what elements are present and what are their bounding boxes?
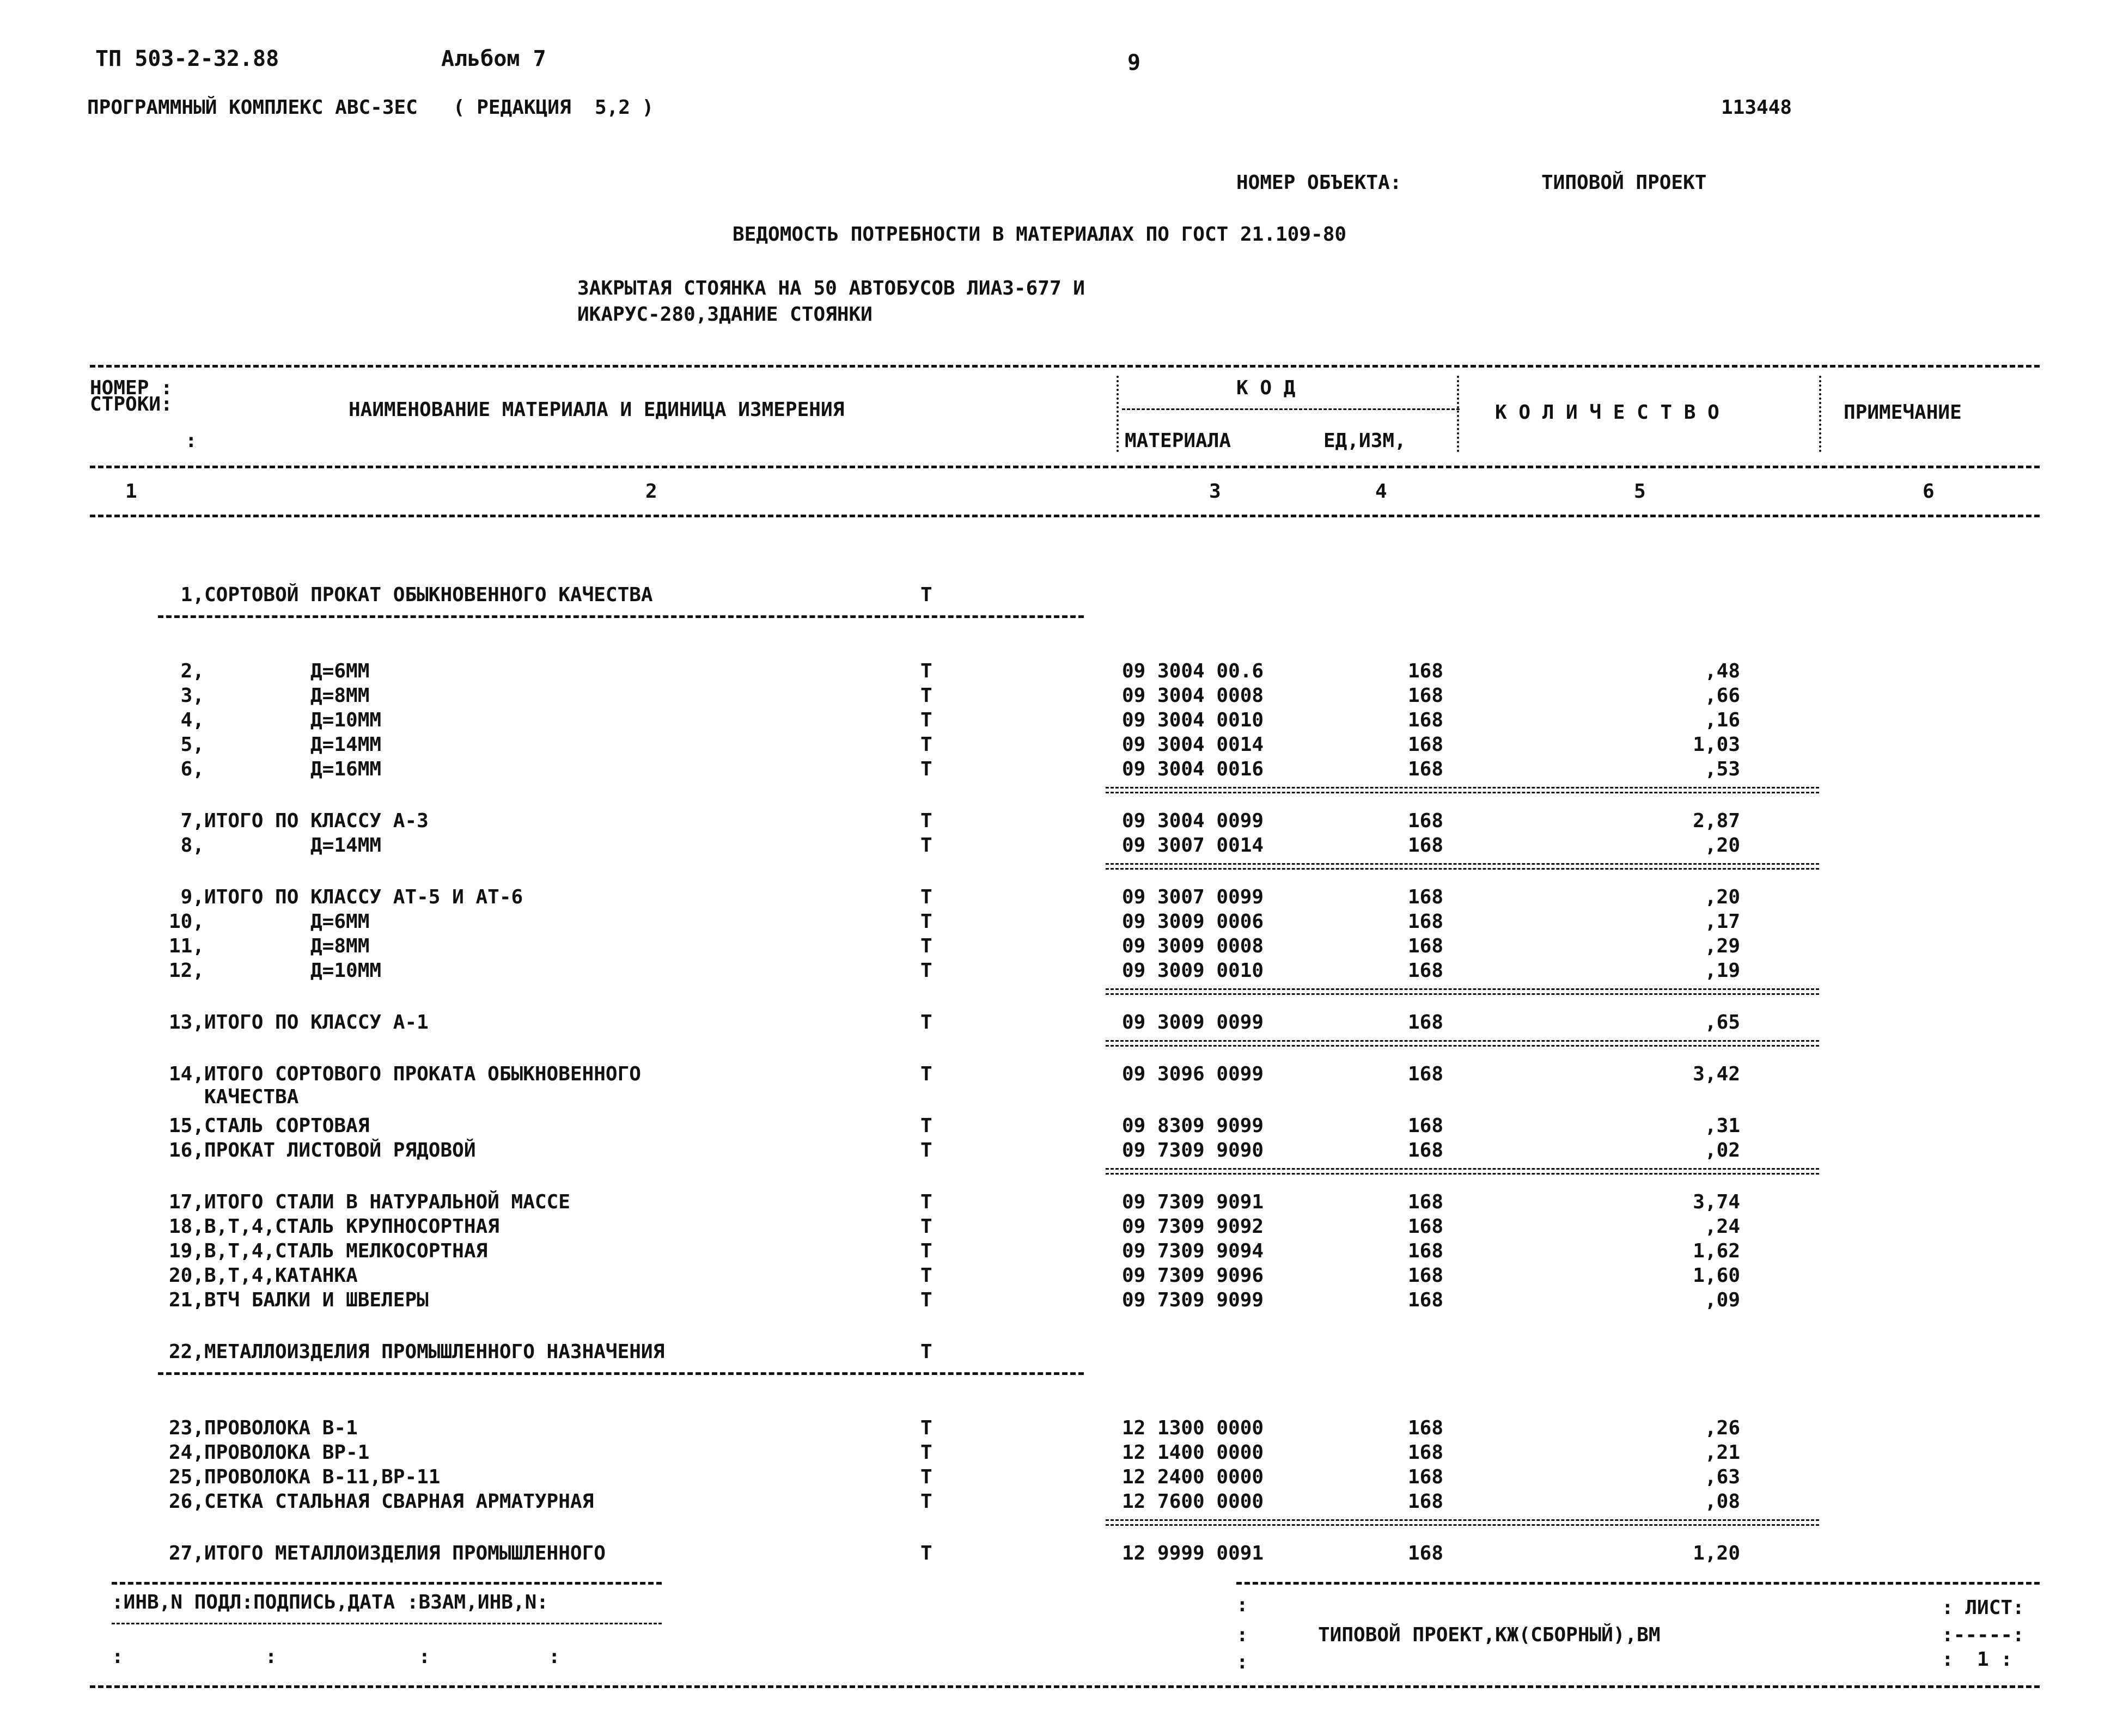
sheet-label: : ЛИСТ:: [1942, 1597, 2024, 1619]
material-name: Д=6ММ: [310, 660, 370, 682]
quantity-value: ,31: [1704, 1115, 1740, 1137]
header-code-unit: ЕД,ИЗМ,: [1323, 430, 1406, 452]
row-number: 17,: [168, 1191, 204, 1213]
subtotal-rule: [1106, 988, 1819, 995]
row-number: 25,: [168, 1466, 204, 1488]
unit-of-measure: Т: [920, 1115, 932, 1137]
row-number: 22,: [168, 1341, 204, 1363]
row-number: 13,: [168, 1011, 204, 1034]
document-subtitle-2: ИКАРУС-280,ЗДАНИЕ СТОЯНКИ: [577, 303, 873, 326]
header-separator: [1457, 376, 1459, 452]
album-label: Альбом 7: [441, 46, 546, 71]
unit-code: 168: [1408, 709, 1444, 731]
header-row-no-2: СТРОКИ:: [90, 393, 173, 415]
header-row-no-3: :: [185, 430, 197, 452]
quantity-value: ,24: [1704, 1215, 1740, 1238]
unit-of-measure: Т: [920, 709, 932, 731]
unit-code: 168: [1408, 1417, 1444, 1439]
page-number: 9: [1127, 50, 1141, 75]
unit-of-measure: Т: [920, 1191, 932, 1213]
header-code-divider: [1122, 408, 1460, 410]
material-name: В,Т,4,КАТАНКА: [204, 1264, 358, 1287]
material-name-continued: КАЧЕСТВА: [204, 1086, 299, 1108]
header-note-column: ПРИМЕЧАНИЕ: [1844, 401, 1962, 424]
header-bottom-rule: [90, 515, 2040, 517]
row-number: 8,: [180, 834, 204, 857]
material-code: 09 7309 9099: [1122, 1289, 1264, 1311]
unit-of-measure: Т: [920, 684, 932, 707]
unit-of-measure: Т: [920, 1063, 932, 1085]
quantity-value: ,29: [1704, 935, 1740, 957]
material-code: 09 7309 9094: [1122, 1240, 1264, 1262]
section-underline: [158, 615, 1084, 618]
quantity-value: ,20: [1704, 834, 1740, 857]
column-number-2: 2: [645, 480, 657, 503]
subtotal-rule: [1106, 787, 1819, 793]
unit-of-measure: Т: [920, 834, 932, 857]
quantity-value: ,26: [1704, 1417, 1740, 1439]
row-number: 12,: [168, 959, 204, 982]
row-number: 9,: [180, 886, 204, 908]
unit-code: 168: [1408, 935, 1444, 957]
unit-code: 168: [1408, 660, 1444, 682]
quantity-value: ,53: [1704, 758, 1740, 780]
unit-of-measure: Т: [920, 733, 932, 756]
material-name: МЕТАЛЛОИЗДЕЛИЯ ПРОМЫШЛЕННОГО НАЗНАЧЕНИЯ: [204, 1341, 665, 1363]
row-number: 26,: [168, 1490, 204, 1513]
column-number-1: 1: [125, 480, 137, 503]
column-number-6: 6: [1923, 480, 1935, 503]
unit-of-measure: Т: [920, 1417, 932, 1439]
material-name: В,Т,4,СТАЛЬ КРУПНОСОРТНАЯ: [204, 1215, 499, 1238]
unit-of-measure: Т: [920, 1542, 932, 1564]
quantity-value: ,17: [1704, 910, 1740, 933]
material-name: Д=14ММ: [310, 733, 382, 756]
unit-of-measure: Т: [920, 1441, 932, 1464]
unit-of-measure: Т: [920, 1466, 932, 1488]
material-name: Д=10ММ: [310, 709, 382, 731]
unit-of-measure: Т: [920, 660, 932, 682]
unit-code: 168: [1408, 1115, 1444, 1137]
row-number: 1,: [180, 584, 204, 606]
material-code: 12 9999 0091: [1122, 1542, 1264, 1564]
material-name: СЕТКА СТАЛЬНАЯ СВАРНАЯ АРМАТУРНАЯ: [204, 1490, 594, 1513]
unit-code: 168: [1408, 1466, 1444, 1488]
material-code: 09 3096 0099: [1122, 1063, 1264, 1085]
material-name: Д=8ММ: [310, 684, 370, 707]
material-code: 09 3004 0014: [1122, 733, 1264, 756]
material-name: ПРОКАТ ЛИСТОВОЙ РЯДОВОЙ: [204, 1139, 476, 1162]
unit-code: 168: [1408, 1240, 1444, 1262]
quantity-value: ,08: [1704, 1490, 1740, 1513]
material-name: ПРОВОЛОКА ВР-1: [204, 1441, 370, 1464]
unit-code: 168: [1408, 1011, 1444, 1034]
row-number: 4,: [180, 709, 204, 731]
sheet-title-frame: :: [1236, 1594, 1248, 1616]
material-name: ИТОГО ПО КЛАССУ А-1: [204, 1011, 429, 1034]
corner-code: 113448: [1721, 96, 1792, 119]
unit-code: 168: [1408, 1289, 1444, 1311]
row-number: 20,: [168, 1264, 204, 1287]
unit-code: 168: [1408, 758, 1444, 780]
material-code: 09 8309 9099: [1122, 1115, 1264, 1137]
material-name: В,Т,4,СТАЛЬ МЕЛКОСОРТНАЯ: [204, 1240, 488, 1262]
material-name: Д=8ММ: [310, 935, 370, 957]
material-code: 09 3009 0099: [1122, 1011, 1264, 1034]
row-number: 18,: [168, 1215, 204, 1238]
unit-code: 168: [1408, 1264, 1444, 1287]
stamp-labels: :ИНВ,N ПОДЛ:ПОДПИСЬ,ДАТА :ВЗАМ,ИНВ,N:: [112, 1591, 548, 1613]
row-number: 24,: [168, 1441, 204, 1464]
row-number: 6,: [180, 758, 204, 780]
unit-of-measure: Т: [920, 810, 932, 832]
column-number-5: 5: [1634, 480, 1646, 503]
subtotal-rule: [1106, 1519, 1819, 1526]
document-subtitle-1: ЗАКРЫТАЯ СТОЯНКА НА 50 АВТОБУСОВ ЛИАЗ-677 И: [577, 277, 1085, 299]
unit-of-measure: Т: [920, 758, 932, 780]
sheet-number: : 1 :: [1942, 1648, 2013, 1671]
material-name: ПРОВОЛОКА В-1: [204, 1417, 358, 1439]
unit-code: 168: [1408, 1215, 1444, 1238]
unit-code: 168: [1408, 1441, 1444, 1464]
unit-code: 168: [1408, 733, 1444, 756]
row-number: 2,: [180, 660, 204, 682]
quantity-value: ,63: [1704, 1466, 1740, 1488]
unit-code: 168: [1408, 810, 1444, 832]
unit-of-measure: Т: [920, 1289, 932, 1311]
material-code: 09 7309 9090: [1122, 1139, 1264, 1162]
quantity-value: 3,42: [1693, 1063, 1740, 1085]
material-code: 09 3009 0008: [1122, 935, 1264, 957]
subtotal-rule: [1106, 1040, 1819, 1047]
row-number: 21,: [168, 1289, 204, 1311]
quantity-value: 1,03: [1693, 733, 1740, 756]
unit-of-measure: Т: [920, 1240, 932, 1262]
row-number: 14,: [168, 1063, 204, 1085]
sheet-title-frame: :: [1236, 1651, 1248, 1673]
unit-of-measure: Т: [920, 1011, 932, 1034]
material-name: Д=16ММ: [310, 758, 382, 780]
row-number: 23,: [168, 1417, 204, 1439]
header-separator: [1117, 376, 1119, 452]
quantity-value: 3,74: [1693, 1191, 1740, 1213]
quantity-value: 1,20: [1693, 1542, 1740, 1564]
row-number: 15,: [168, 1115, 204, 1137]
row-number: 5,: [180, 733, 204, 756]
quantity-value: 1,62: [1693, 1240, 1740, 1262]
doc-code: ТП 503-2-32.88: [95, 46, 279, 71]
header-code-material: МАТЕРИАЛА: [1125, 430, 1231, 452]
subtotal-rule: [1106, 1168, 1819, 1175]
quantity-value: ,19: [1704, 959, 1740, 982]
sheet-label-divider: :-----:: [1942, 1624, 2024, 1646]
unit-of-measure: Т: [920, 886, 932, 908]
material-code: 09 3004 0016: [1122, 758, 1264, 780]
unit-code: 168: [1408, 910, 1444, 933]
material-code: 09 3009 0006: [1122, 910, 1264, 933]
material-name: СОРТОВОЙ ПРОКАТ ОБЫКНОВЕННОГО КАЧЕСТВА: [204, 584, 653, 606]
unit-code: 168: [1408, 1191, 1444, 1213]
material-code: 09 3004 00.6: [1122, 660, 1264, 682]
unit-of-measure: Т: [920, 910, 932, 933]
quantity-value: ,09: [1704, 1289, 1740, 1311]
quantity-value: 1,60: [1693, 1264, 1740, 1287]
sheet-title: ТИПОВОЙ ПРОЕКТ,КЖ(СБОРНЫЙ),ВМ: [1318, 1624, 1661, 1646]
unit-code: 168: [1408, 684, 1444, 707]
quantity-value: ,21: [1704, 1441, 1740, 1464]
sheet-top-rule: [1236, 1582, 2040, 1585]
material-code: 09 3004 0008: [1122, 684, 1264, 707]
material-name: ИТОГО СТАЛИ В НАТУРАЛЬНОЙ МАССЕ: [204, 1191, 570, 1213]
material-code: 09 3007 0014: [1122, 834, 1264, 857]
unit-of-measure: Т: [920, 959, 932, 982]
unit-of-measure: Т: [920, 935, 932, 957]
material-code: 12 1400 0000: [1122, 1441, 1264, 1464]
unit-code: 168: [1408, 1542, 1444, 1564]
unit-code: 168: [1408, 886, 1444, 908]
material-name: ПРОВОЛОКА В-11,ВР-11: [204, 1466, 441, 1488]
column-number-4: 4: [1375, 480, 1387, 503]
row-number: 10,: [168, 910, 204, 933]
stamp-cells: : : : :: [112, 1646, 560, 1668]
row-number: 16,: [168, 1139, 204, 1162]
unit-of-measure: Т: [920, 1341, 932, 1363]
unit-code: 168: [1408, 959, 1444, 982]
material-name: Д=14ММ: [310, 834, 382, 857]
material-name: Д=10ММ: [310, 959, 382, 982]
material-code: 12 1300 0000: [1122, 1417, 1264, 1439]
quantity-value: ,65: [1704, 1011, 1740, 1034]
material-name: ВТЧ БАЛКИ И ШВЕЛЕРЫ: [204, 1289, 429, 1311]
material-code: 09 7309 9092: [1122, 1215, 1264, 1238]
material-code: 09 3004 0010: [1122, 709, 1264, 731]
row-number: 11,: [168, 935, 204, 957]
sheet-title-frame: :: [1236, 1624, 1248, 1646]
quantity-value: 2,87: [1693, 810, 1740, 832]
material-name: ИТОГО МЕТАЛЛОИЗДЕЛИЯ ПРОМЫШЛЕННОГО: [204, 1542, 606, 1564]
header-quantity-column: К О Л И Ч Е С Т В О: [1495, 401, 1719, 424]
material-code: 09 3009 0010: [1122, 959, 1264, 982]
unit-of-measure: Т: [920, 1215, 932, 1238]
material-code: 12 2400 0000: [1122, 1466, 1264, 1488]
unit-code: 168: [1408, 1063, 1444, 1085]
material-code: 09 3007 0099: [1122, 886, 1264, 908]
material-code: 09 7309 9096: [1122, 1264, 1264, 1287]
unit-of-measure: Т: [920, 1490, 932, 1513]
quantity-value: ,20: [1704, 886, 1740, 908]
section-underline: [158, 1372, 1084, 1375]
material-name: СТАЛЬ СОРТОВАЯ: [204, 1115, 370, 1137]
header-separator: [1819, 376, 1821, 452]
material-code: 09 7309 9091: [1122, 1191, 1264, 1213]
object-number-label: НОМЕР ОБЪЕКТА:: [1236, 172, 1402, 194]
material-name: ИТОГО ПО КЛАССУ АТ-5 И АТ-6: [204, 886, 523, 908]
header-row-no-1: НОМЕР :: [90, 377, 173, 399]
object-number-value: ТИПОВОЙ ПРОЕКТ: [1541, 172, 1707, 194]
material-code: 09 3004 0099: [1122, 810, 1264, 832]
row-number: 27,: [168, 1542, 204, 1564]
header-mid-rule: [90, 466, 2040, 468]
subtotal-rule: [1106, 863, 1819, 870]
quantity-value: ,48: [1704, 660, 1740, 682]
quantity-value: ,66: [1704, 684, 1740, 707]
quantity-value: ,16: [1704, 709, 1740, 731]
row-number: 3,: [180, 684, 204, 707]
stamp-mid-rule: [112, 1623, 662, 1624]
unit-code: 168: [1408, 1139, 1444, 1162]
column-number-3: 3: [1209, 480, 1221, 503]
unit-of-measure: Т: [920, 1264, 932, 1287]
material-name: Д=6ММ: [310, 910, 370, 933]
material-code: 12 7600 0000: [1122, 1490, 1264, 1513]
header-code-column: К О Д: [1236, 377, 1296, 399]
unit-of-measure: Т: [920, 584, 932, 606]
material-name: ИТОГО ПО КЛАССУ А-3: [204, 810, 429, 832]
document-title: ВЕДОМОСТЬ ПОТРЕБНОСТИ В МАТЕРИАЛАХ ПО ГОСТ 21.109-80: [733, 223, 1347, 246]
header-name-column: НАИМЕНОВАНИЕ МАТЕРИАЛА И ЕДИНИЦА ИЗМЕРЕНИЯ: [349, 399, 845, 421]
quantity-value: ,02: [1704, 1139, 1740, 1162]
program-line: ПРОГРАММНЫЙ КОМПЛЕКС АВС-ЗЕС ( РЕДАКЦИЯ 5,2 ): [87, 96, 654, 119]
page-bottom-rule: [90, 1685, 2040, 1688]
stamp-top-rule: [112, 1582, 662, 1585]
unit-of-measure: Т: [920, 1139, 932, 1162]
unit-code: 168: [1408, 834, 1444, 857]
row-number: 7,: [180, 810, 204, 832]
unit-code: 168: [1408, 1490, 1444, 1513]
material-name: ИТОГО СОРТОВОГО ПРОКАТА ОБЫКНОВЕННОГО: [204, 1063, 641, 1085]
header-top-rule: [90, 365, 2040, 368]
row-number: 19,: [168, 1240, 204, 1262]
